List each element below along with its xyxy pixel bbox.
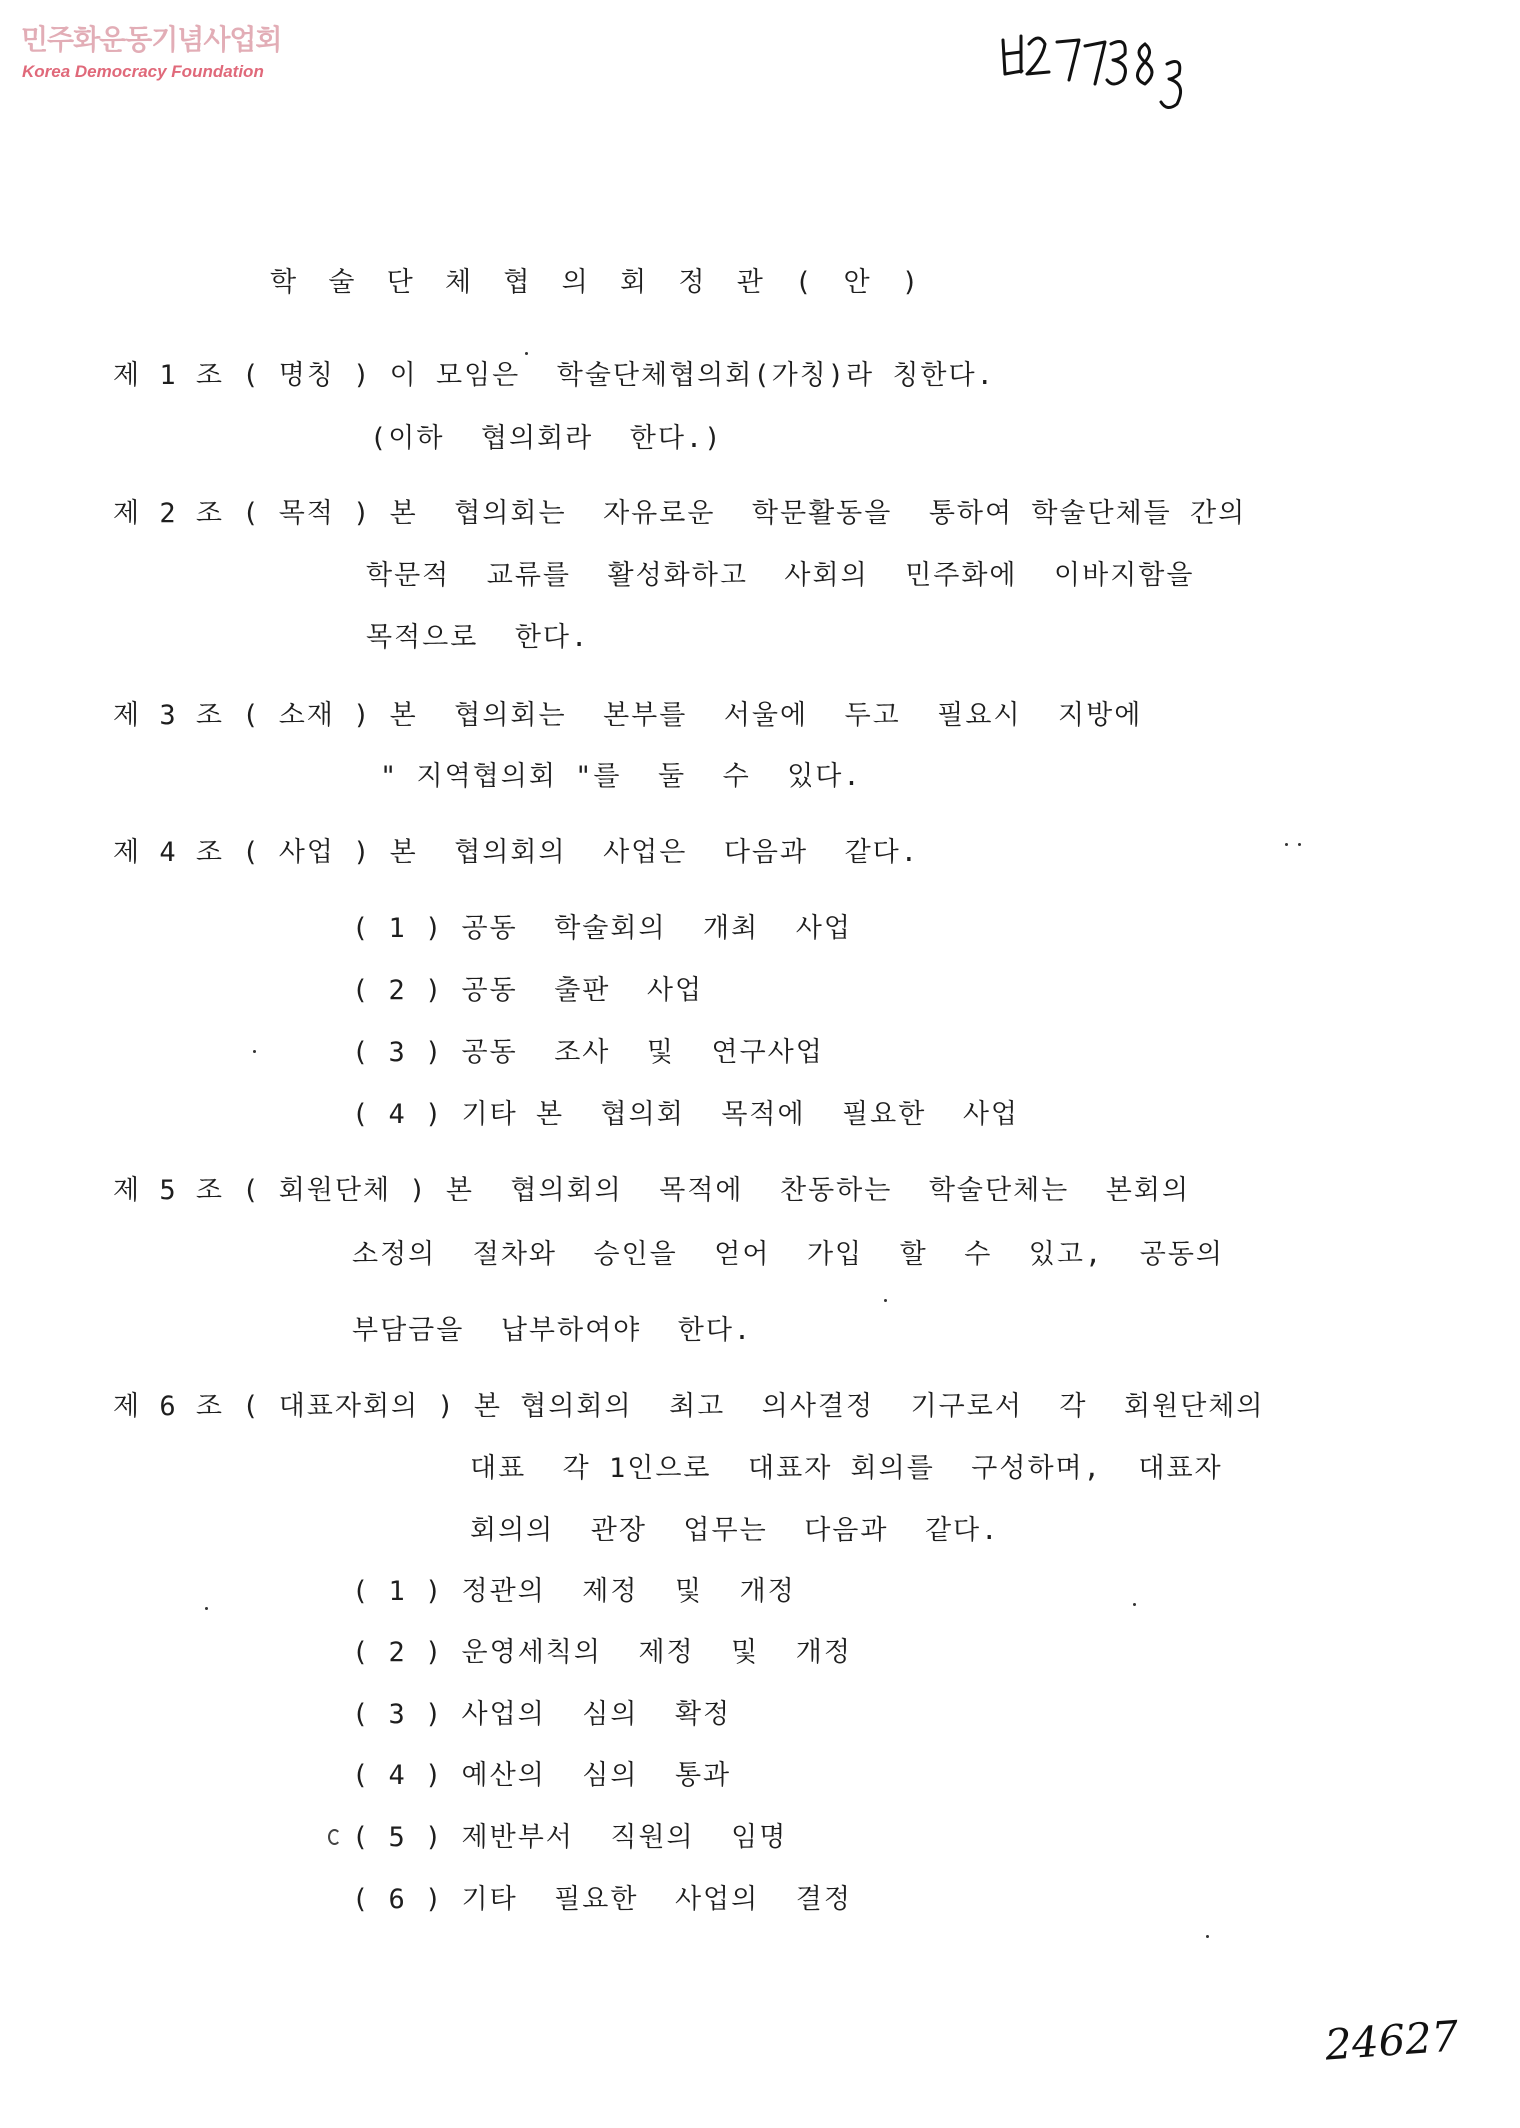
list-item xyxy=(352,1100,1019,1130)
list-item xyxy=(352,1638,852,1668)
article-3-line-2 xyxy=(380,762,862,792)
article-name: ( 명칭 ) xyxy=(242,360,372,391)
article-text: 회의의 관장 업무는 다음과 같다. xyxy=(470,1515,1000,1546)
list-item-text: 기타 본 협의회 목적에 필요한 사업 xyxy=(461,1099,1019,1130)
list-item-number: ( 2 ) xyxy=(352,975,444,1006)
article-2-first-line xyxy=(113,499,1246,529)
document-title: 학 술 단 체 협 의 회 정 관 ( 안 ) xyxy=(270,267,927,298)
article-label: 제 5 조 xyxy=(113,1175,224,1206)
handwritten-archive-number xyxy=(995,22,1235,122)
article-text: (이하 협의회라 한다.) xyxy=(370,423,723,454)
list-item xyxy=(352,1761,731,1791)
article-text: 본 협의회의 목적에 찬동하는 학술단체는 본회의 xyxy=(445,1175,1191,1206)
article-2-line-3 xyxy=(366,623,589,653)
list-item-text: 제반부서 직원의 임명 xyxy=(461,1822,788,1853)
list-item xyxy=(352,914,852,944)
article-label: 제 3 조 xyxy=(113,700,224,731)
list-item-number: ( 3 ) xyxy=(352,1699,444,1730)
article-text: 본 협의회는 자유로운 학문활동을 통하여 학술단체들 간의 xyxy=(389,498,1247,529)
article-6-first-line xyxy=(113,1392,1264,1422)
list-item-text: 공동 출판 사업 xyxy=(461,975,704,1006)
article-text: 이 모임은 학술단체협의회(가칭)라 칭한다. xyxy=(389,360,995,391)
scan-mark xyxy=(328,1829,341,1845)
list-item-number: ( 3 ) xyxy=(352,1037,444,1068)
list-item-number: ( 2 ) xyxy=(352,1637,444,1668)
list-item-number: ( 1 ) xyxy=(352,913,444,944)
article-1-line-2 xyxy=(370,424,722,454)
article-5-line-3 xyxy=(352,1316,752,1346)
article-text: 부담금을 납부하여야 한다. xyxy=(352,1315,753,1346)
article-name: ( 소재 ) xyxy=(242,700,372,731)
article-5-first-line xyxy=(113,1176,1190,1206)
article-name: ( 목적 ) xyxy=(242,498,372,529)
list-item-number: ( 6 ) xyxy=(352,1884,444,1915)
article-label: 제 2 조 xyxy=(113,498,224,529)
article-2-line-2 xyxy=(366,561,1194,591)
list-item-text: 운영세칙의 제정 및 개정 xyxy=(461,1637,852,1668)
article-6-line-3 xyxy=(470,1516,999,1546)
list-item-number: ( 1 ) xyxy=(352,1576,444,1607)
article-6-line-2 xyxy=(470,1454,1223,1484)
article-text: 본 협의회는 본부를 서울에 두고 필요시 지방에 xyxy=(389,700,1143,731)
article-name: ( 대표자회의 ) xyxy=(242,1391,456,1422)
scan-speck xyxy=(1298,843,1301,846)
scan-speck xyxy=(1206,1935,1209,1938)
article-label: 제 6 조 xyxy=(113,1391,224,1422)
scan-speck xyxy=(525,352,528,355)
list-item-text: 공동 조사 및 연구사업 xyxy=(461,1037,824,1068)
list-item-text: 사업의 심의 확정 xyxy=(461,1699,732,1730)
list-item xyxy=(352,1700,731,1730)
list-item-text: 정관의 제정 및 개정 xyxy=(461,1576,796,1607)
list-item xyxy=(352,1885,852,1915)
article-label: 제 4 조 xyxy=(113,837,224,868)
scan-speck xyxy=(1285,843,1288,846)
article-text: 본 협의회의 사업은 다음과 같다. xyxy=(389,837,920,868)
foundation-logo-english: Korea Democracy Foundation xyxy=(22,62,264,81)
article-text: 학문적 교류를 활성화하고 사회의 민주화에 이바지함을 xyxy=(366,560,1195,591)
article-3-first-line xyxy=(113,701,1142,731)
list-item-number: ( 5 ) xyxy=(352,1822,444,1853)
list-item xyxy=(352,1038,824,1068)
article-1-first-line xyxy=(113,361,995,391)
list-item xyxy=(352,1823,787,1853)
article-4-first-line xyxy=(113,838,919,868)
scan-speck xyxy=(884,1299,887,1302)
list-item-number: ( 4 ) xyxy=(352,1099,444,1130)
list-item xyxy=(352,976,703,1006)
scan-speck xyxy=(253,1050,256,1053)
article-5-line-2 xyxy=(352,1240,1224,1270)
article-text: " 지역협의회 "를 둘 수 있다. xyxy=(380,761,862,792)
article-label: 제 1 조 xyxy=(113,360,224,391)
article-text: 소정의 절차와 승인을 얻어 가입 할 수 있고, 공동의 xyxy=(352,1239,1224,1270)
list-item xyxy=(352,1577,796,1607)
scan-speck xyxy=(205,1607,208,1610)
article-text: 대표 각 1인으로 대표자 회의를 구성하며, 대표자 xyxy=(470,1453,1223,1484)
list-item-text: 기타 필요한 사업의 결정 xyxy=(461,1884,852,1915)
handwritten-page-number: 24627 xyxy=(1323,2011,1461,2070)
list-item-text: 공동 학술회의 개최 사업 xyxy=(461,913,852,944)
article-name: ( 회원단체 ) xyxy=(242,1175,428,1206)
foundation-logo-korean: 민주화운동기념사업회 xyxy=(21,23,282,56)
article-name: ( 사업 ) xyxy=(242,837,372,868)
list-item-number: ( 4 ) xyxy=(352,1760,444,1791)
article-text: 본 협의회의 최고 의사결정 기구로서 각 회원단체의 xyxy=(473,1391,1265,1422)
list-item-text: 예산의 심의 통과 xyxy=(461,1760,732,1791)
article-text: 목적으로 한다. xyxy=(366,622,590,653)
scan-speck xyxy=(1133,1603,1136,1606)
